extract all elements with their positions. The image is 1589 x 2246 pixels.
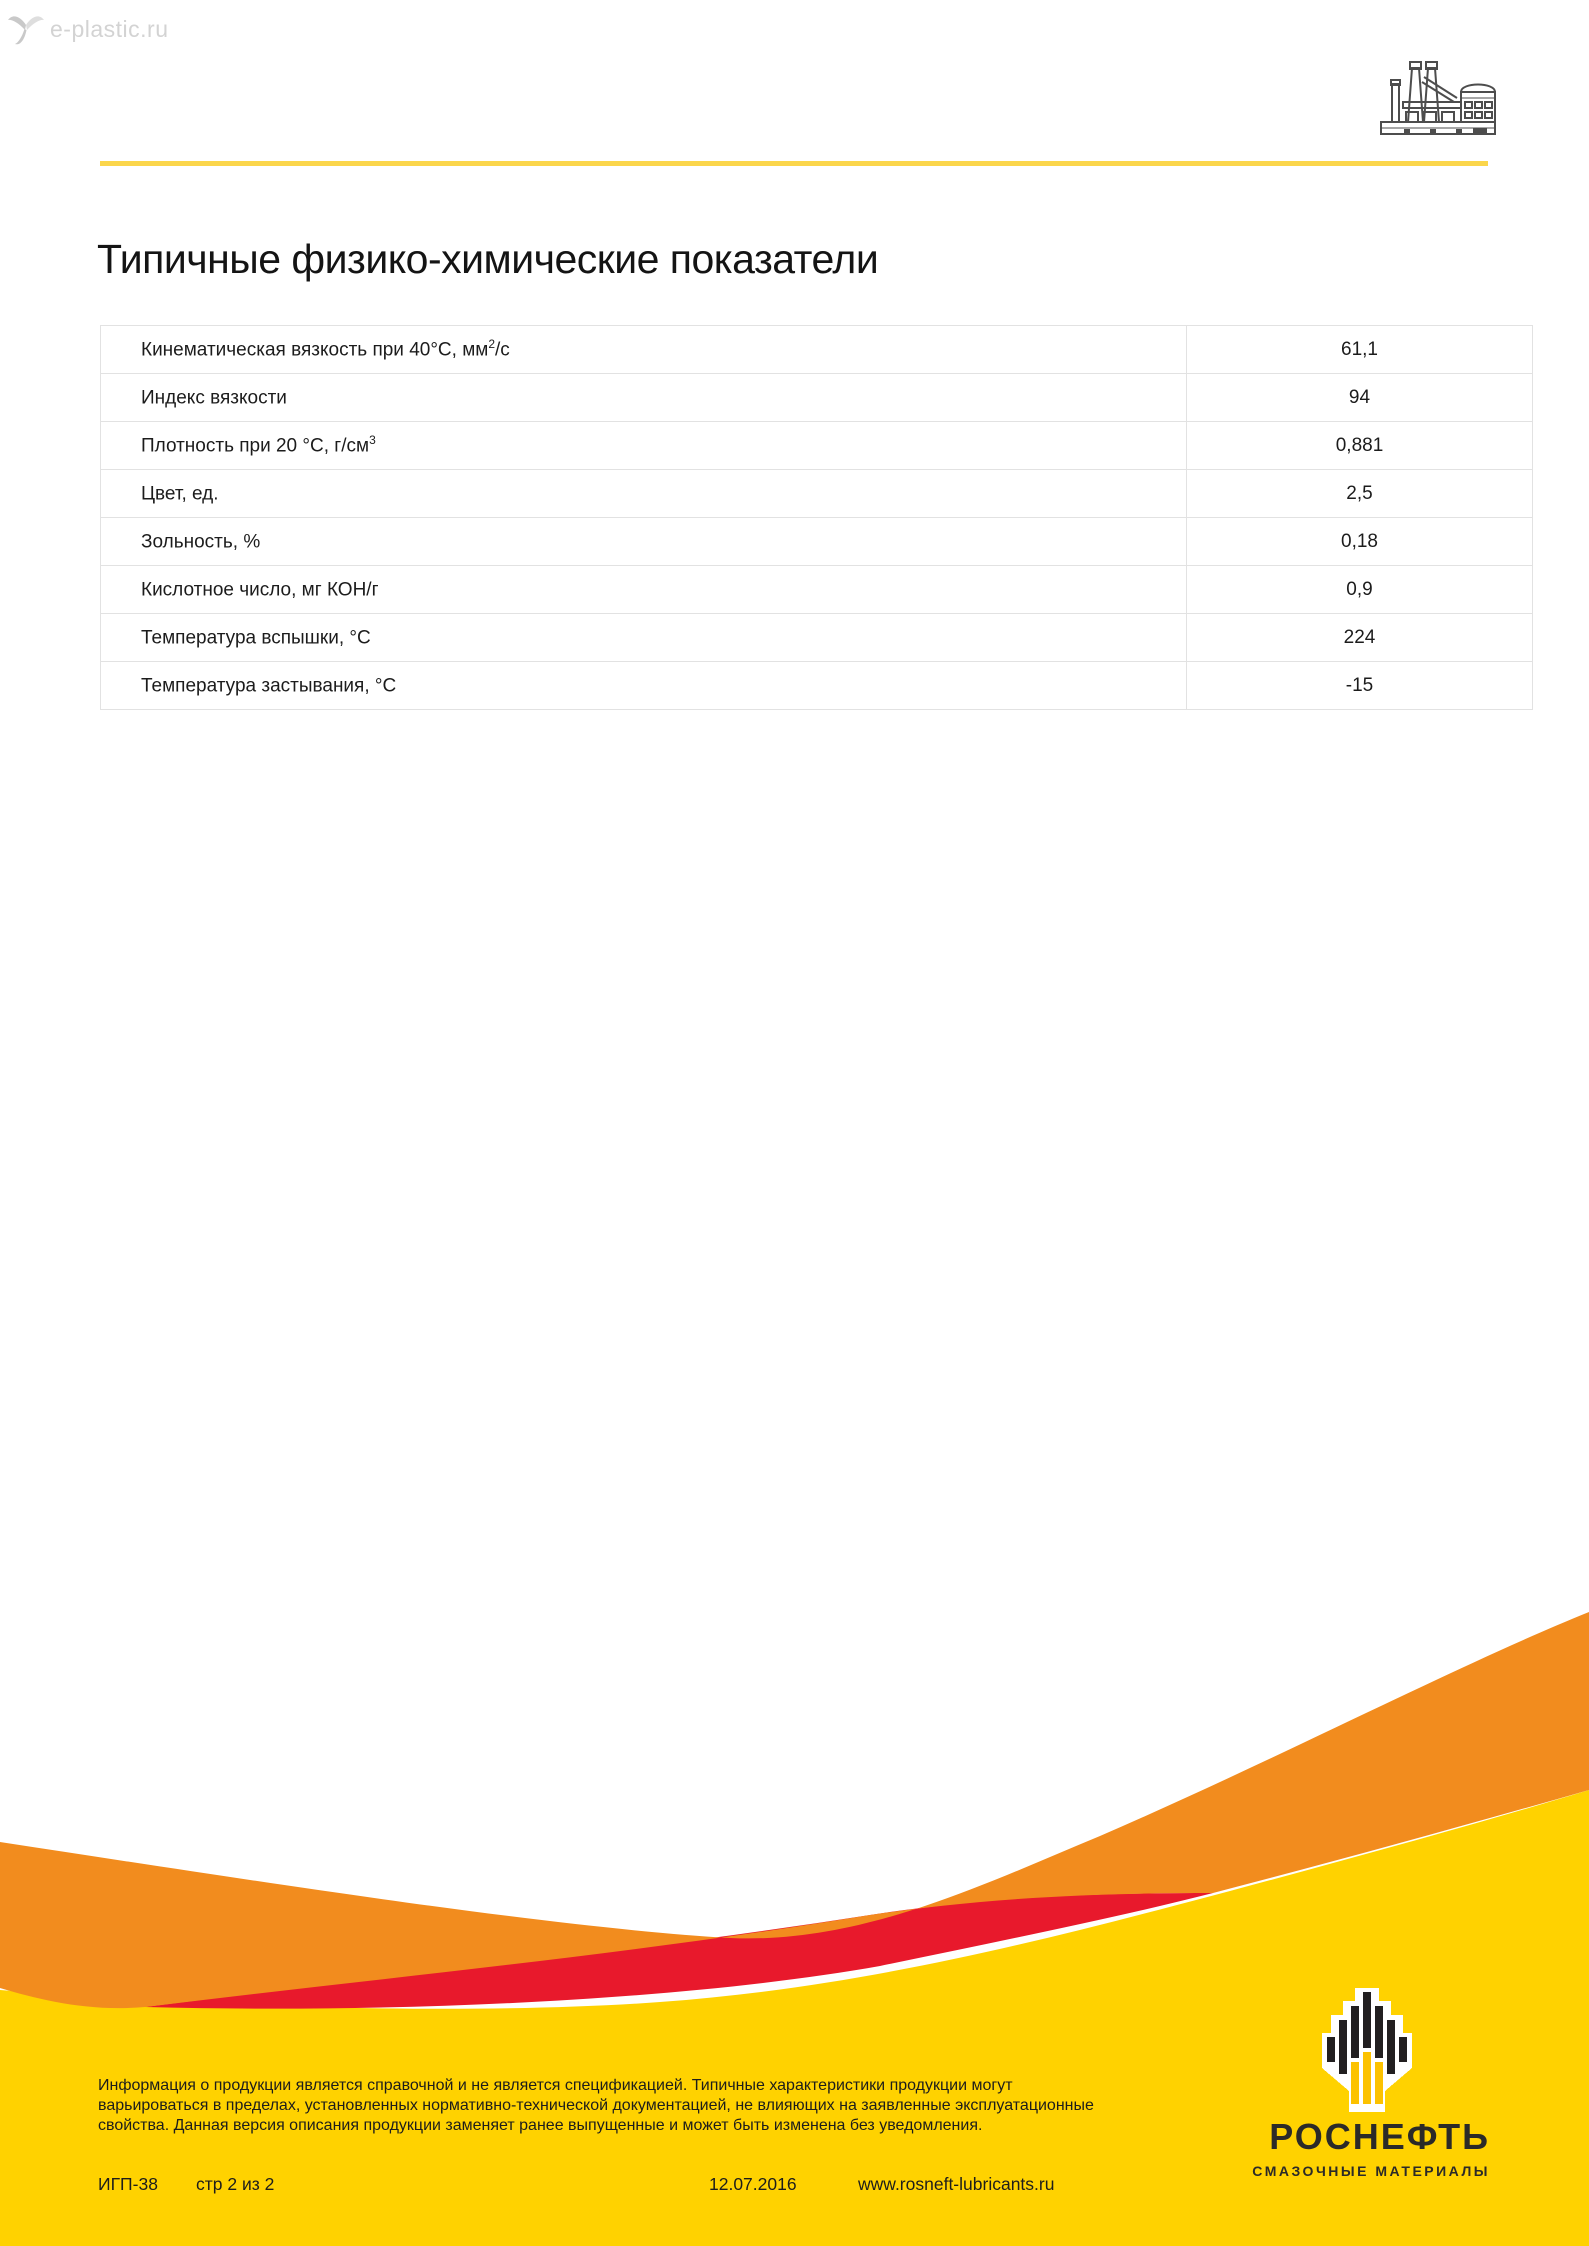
table-row	[101, 566, 1533, 614]
table-row: Плотность при 20 °C, $г/см^3$ 0,881	[101, 422, 1533, 470]
row-value: 0,18	[1187, 518, 1533, 566]
table-row	[101, 662, 1533, 710]
row-label: Кинематическая вязкость при 40°C, мм	[141, 339, 489, 361]
properties-table	[100, 325, 1533, 710]
row-value: 224	[1187, 614, 1533, 662]
row-label: Температура вспышки, °C	[141, 627, 371, 649]
table-row	[101, 470, 1533, 518]
row-label: Кислотное число, мг КОН/г	[141, 579, 379, 601]
document-code: ИГП-38	[98, 2174, 158, 2194]
watermark	[8, 10, 168, 48]
row-value: 0,881	[1187, 422, 1533, 470]
disclaimer-text: Информация о продукции является справочной и не является спецификацией. Типичные характеристики продукции могут варьироваться в пределах, установленных нормативно-технической документацией, не влияющих на заявленные эксплуатационные свойства. Данная версия описания продукции заменяет ранее выпущенные и может быть изменена без уведомления.	[98, 2077, 1094, 2134]
row-value: 0,9	[1187, 566, 1533, 614]
factory-icon	[1378, 56, 1498, 138]
table-row	[101, 374, 1533, 422]
row-label: Зольность, %	[141, 531, 261, 553]
row-value: -15	[1187, 662, 1533, 710]
rosneft-emblem-icon	[1322, 1988, 1412, 2112]
document-date: 12.07.2016	[709, 2174, 797, 2194]
table-row	[101, 614, 1533, 662]
website-link[interactable]: www.rosneft-lubricants.ru	[858, 2174, 1055, 2194]
page-title: Типичные физико-химические показатели	[97, 236, 879, 282]
row-label: Цвет, ед.	[141, 483, 219, 505]
row-label: Плотность при 20 °C, г/см	[141, 435, 370, 457]
row-value: 61,1	[1187, 326, 1533, 374]
watermark-text: e-plastic.ru	[50, 15, 169, 42]
row-label: Температура застывания, °C	[141, 675, 397, 697]
header-divider	[100, 161, 1488, 166]
brand-name: РОСНЕФТЬ	[1269, 2116, 1490, 2157]
table-row	[101, 518, 1533, 566]
page-number: стр 2 из 2	[196, 2174, 275, 2194]
row-value: 94	[1187, 374, 1533, 422]
e-plastic-logo-icon	[8, 10, 44, 48]
row-label: Индекс вязкости	[141, 387, 287, 409]
table-row: Кинематическая вязкость при 40°C, $мм^2/с$ 61,1	[101, 326, 1533, 374]
brand-subtitle: СМАЗОЧНЫЕ МАТЕРИАЛЫ	[1252, 2163, 1490, 2179]
row-value: 2,5	[1187, 470, 1533, 518]
